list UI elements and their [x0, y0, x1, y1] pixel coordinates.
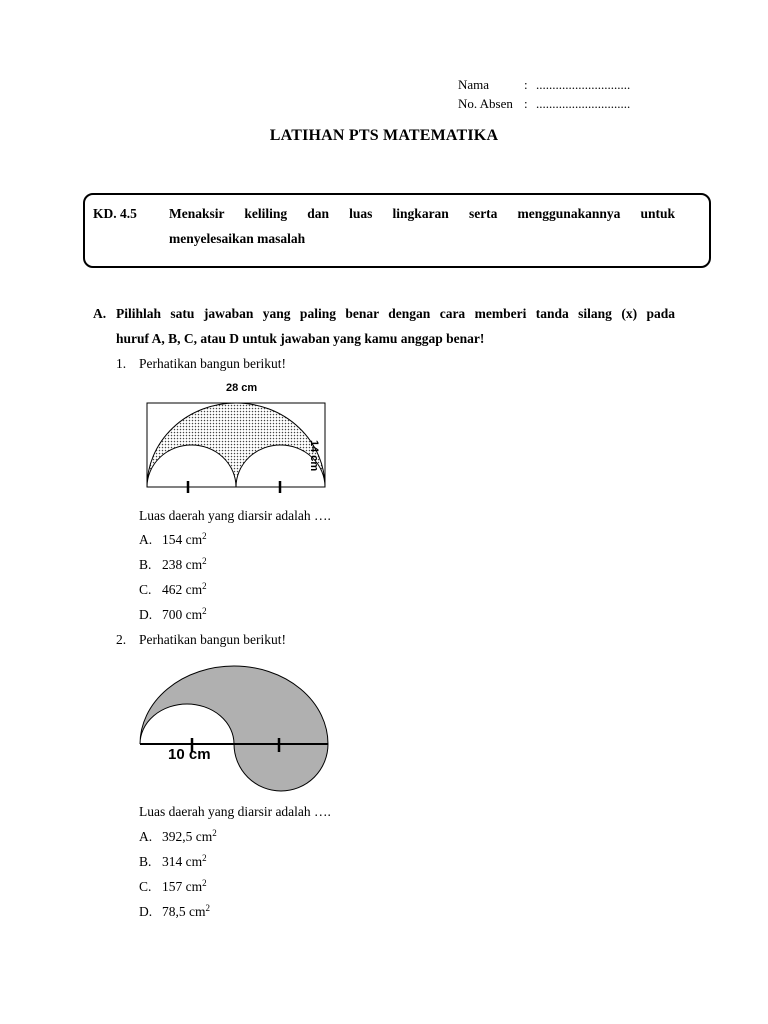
q2-option-a[interactable]: 392,5 $cm^2$ — [162, 828, 217, 844]
q2-number: 2. — [116, 632, 127, 647]
q2-prompt: Perhatikan bangun berikut! — [139, 632, 286, 647]
name-field[interactable]: ............................. — [536, 77, 631, 92]
q1-prompt: Perhatikan bangun berikut! — [139, 356, 286, 371]
q2-option-c-letter[interactable]: C. — [139, 879, 152, 894]
q2-figure — [134, 660, 338, 794]
q1-option-c[interactable]: 462 $cm^2$ — [162, 581, 207, 597]
q2-question: Luas daerah yang diarsir adalah …. — [139, 804, 331, 819]
instruction-line1: Pilihlah satu jawaban yang paling benar dengan cara memberi tanda silang (x) pada — [116, 306, 675, 321]
absen-label: No. Absen — [458, 96, 513, 111]
q1-side-label: 14 cm — [308, 440, 320, 472]
q2-bottom-label: 10 cm — [168, 746, 211, 763]
absen-colon: : — [524, 96, 528, 111]
absen-field[interactable]: ............................. — [536, 96, 631, 111]
q1-option-a-letter[interactable]: A. — [139, 532, 153, 547]
q1-option-b-letter[interactable]: B. — [139, 557, 152, 572]
q1-number: 1. — [116, 356, 127, 371]
q2-option-b-letter[interactable]: B. — [139, 854, 152, 869]
q1-shaded-region — [147, 403, 325, 487]
q1-figure — [140, 380, 350, 498]
q1-option-a[interactable]: 154 $cm^2$ — [162, 531, 207, 547]
q1-option-d-letter[interactable]: D. — [139, 607, 153, 622]
name-label: Nama — [458, 77, 490, 92]
section-letter: A. — [93, 306, 107, 321]
kd-line1: Menaksir keliling dan luas lingkaran serta menggunakannya untuk — [169, 206, 675, 221]
q1-option-b[interactable]: 238 $cm^2$ — [162, 556, 207, 572]
q1-option-c-letter[interactable]: C. — [139, 582, 152, 597]
name-colon: : — [524, 77, 528, 92]
kd-line2: menyelesaikan masalah — [169, 231, 306, 246]
q2-option-c[interactable]: 157 $cm^2$ — [162, 878, 207, 894]
q1-question: Luas daerah yang diarsir adalah …. — [139, 508, 331, 523]
kd-code: KD. 4.5 — [93, 206, 137, 221]
q2-option-a-letter[interactable]: A. — [139, 829, 153, 844]
q2-option-d-letter[interactable]: D. — [139, 904, 153, 919]
q2-option-b[interactable]: 314 $cm^2$ — [162, 853, 207, 869]
instruction-line2: huruf A, B, C, atau D untuk jawaban yang kamu anggap benar! — [116, 331, 485, 346]
page-title: LATIHAN PTS MATEMATIKA — [269, 127, 499, 144]
q1-option-d[interactable]: 700 $cm^2$ — [162, 606, 207, 622]
q2-shaded-region — [140, 666, 328, 791]
q2-option-d[interactable]: 78,5 $cm^2$ — [162, 903, 210, 919]
q1-top-label: 28 cm — [226, 382, 258, 394]
